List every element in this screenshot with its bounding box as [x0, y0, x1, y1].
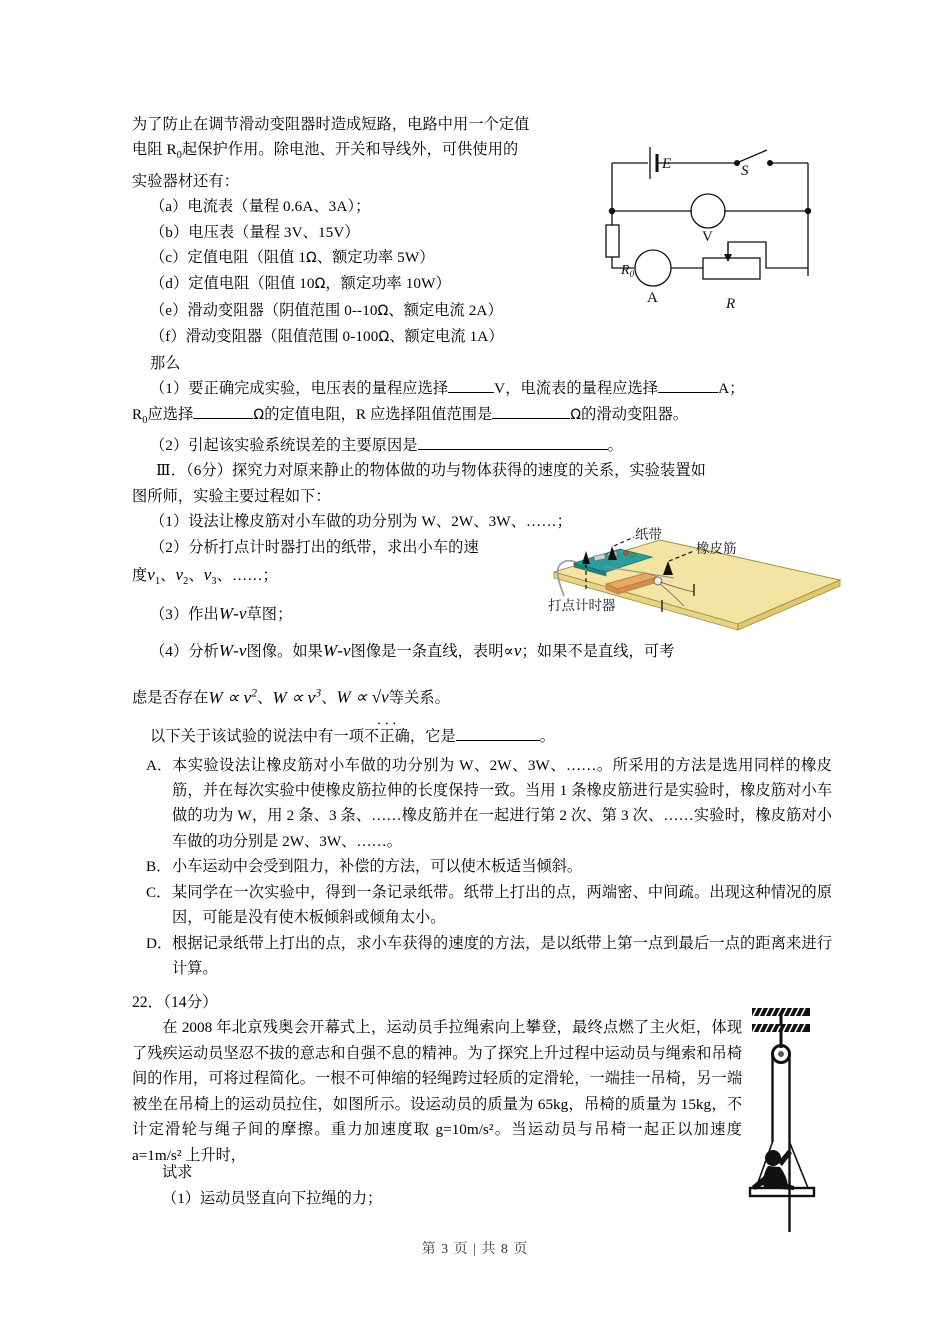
q1-unit-a: A； [718, 380, 745, 398]
option-a-text: 本实验设法让橡皮筋对小车做的功分别为 W、2W、3W、……。所采用的方法是选用同样的橡皮筋，并在每次实验中使橡皮筋拉伸的长度保持一致。当用 1 条橡皮筋进行是实验时，橡皮筋对小车做的功为 W，用 2 条、3 条、……橡皮筋并在一起进行第 2 次、第 3 次、……实验时，橡皮筋对小车做的功分别是 2W、3W、……。 [172, 756, 832, 850]
equipment-text-d-pre: 定值电阻（阻值 10 [188, 275, 315, 293]
voltmeter-label: V [702, 229, 713, 245]
ohm-symbol: Ω [314, 276, 326, 293]
equipment-key-a: （a） [150, 198, 188, 216]
option-b-key: B． [146, 858, 172, 876]
velocity-v2-sub: 2 [183, 576, 189, 587]
option-c-key: C． [146, 883, 172, 901]
step-4-c: 图像是一条直线，表明∝ [350, 643, 514, 660]
athlete-figure [752, 1150, 794, 1190]
relations-prefix: 虑是否存在 [132, 689, 209, 707]
wv-graph-label: W‑v [218, 604, 247, 623]
timer-label: 打点计时器 [548, 598, 616, 613]
statement-suffix: ，它是 [409, 727, 456, 745]
velocity-v3-sub: 3 [211, 576, 217, 587]
equipment-text-c-pre: 定值电阻（阻值 1 [187, 249, 307, 267]
question-2-line [132, 433, 832, 458]
option-b-text: 小车运动中会受到阻力，补偿的方法，可以使木板适当倾斜。 [172, 858, 583, 876]
rheostat-label: R [726, 296, 736, 312]
ceiling-support [752, 1008, 810, 1048]
step-4-a: （4）分析 [150, 643, 219, 660]
section-3-head-text: Ⅲ．（6分）探究力对原来静止的物体做的功与物体获得的速度的关系，实验装置如 [156, 462, 706, 480]
answer-blank-error-reason[interactable] [418, 435, 608, 450]
answer-blank-option[interactable] [456, 726, 540, 741]
ohm-symbol: Ω [306, 250, 317, 267]
velocity-prefix: 度 [132, 566, 148, 584]
wv-graph-label: W‑v [218, 641, 247, 660]
equipment-text-f-post: 、额定电流 1A） [389, 328, 504, 346]
section-3-head-2: 图所师，实验主要过程如下： [132, 487, 331, 505]
ohm-symbol: Ω [377, 302, 389, 319]
question-1-line-2 [132, 402, 832, 433]
question-22-sub-1: （1）运动员竖直向下拉绳的力； [162, 1189, 383, 1207]
junction-dot [805, 208, 811, 214]
equipment-key-c: （c） [150, 249, 188, 267]
answer-blank-ammeter[interactable] [658, 378, 718, 393]
intro-resistor-sub: 0 [176, 150, 182, 162]
swing-seat [750, 1188, 814, 1196]
step-3-suffix: 草图； [246, 606, 293, 623]
question-22-ask: 试求 [162, 1164, 193, 1181]
velocity-v1-sub: 1 [154, 576, 161, 587]
wv-graph-label: W‑v [322, 641, 351, 660]
section-3-relations: 虑是否存在$W \propto v^2$、$W \propto v^3$、W ∝ √v等关系。 [132, 686, 450, 707]
equipment-key-b: （b） [150, 223, 189, 241]
rubber-band-label: 橡皮筋 [696, 541, 737, 556]
timer-red-terminal [624, 551, 629, 556]
section-3-head [132, 458, 832, 483]
question-1-line-1 [132, 376, 832, 401]
ohm-symbol: Ω [378, 329, 390, 346]
equipment-text-f-pre: 滑动变阻器（阻值范围 0-100 [185, 328, 379, 346]
question-22-tail [132, 1160, 742, 1211]
pointer-timer [582, 551, 590, 564]
velocity-suffix: 、……； [216, 566, 278, 584]
ohm-symbol: Ω [570, 406, 582, 423]
q2-text: （2）引起该实验系统误差的主要原因是 [150, 436, 418, 454]
q1-text-c: 的定值电阻，R 应选择阻值范围是 [264, 405, 493, 423]
cart-wheel [654, 577, 662, 585]
equipment-text-d-post: ，额定功率 10W） [325, 275, 451, 293]
option-a [132, 753, 832, 855]
answer-blank-r0[interactable] [193, 404, 253, 419]
ammeter-label: A [647, 290, 658, 306]
statement-emphasis: • • • 不正确 [364, 721, 410, 753]
velocity-v2: v [175, 564, 184, 584]
section-3-step-2-text: （2）分析打点计时器打出的纸带，求出小车的速 [150, 538, 479, 556]
option-a-key: A． [146, 756, 173, 774]
section-3-step-1-text: （1）设法让橡皮筋对小车做的功分别为 W、2W、3W、……； [150, 513, 572, 531]
option-d [132, 931, 832, 982]
switch-label: S [741, 163, 749, 179]
question-22-number: 22．（14分） [132, 994, 218, 1011]
intro-resistor-label: 电阻 R [132, 141, 177, 159]
relations-suffix: 等关系。 [388, 689, 450, 707]
ohm-symbol: Ω [253, 406, 265, 423]
intro-line-2-rest: 起保护作用。除电池、开关和导线外，可供使用的 [181, 141, 519, 159]
equipment-text-c-post: 、额定功率 5W） [316, 249, 435, 267]
switch-contact-dot [767, 160, 773, 166]
circuit-diagram [600, 122, 852, 318]
intro-line-3: 实验器材还有： [132, 172, 240, 190]
statement-tail: 。 [539, 727, 556, 745]
velocity-v3: v [203, 564, 212, 584]
option-c-text: 某同学在一次实验中，得到一条记录纸带。纸带上打出的点，两端密、中间疏。出现这种情况的原因，可能是没有使木板倾斜或倾角太小。 [172, 883, 832, 927]
option-d-text: 根据记录纸带上打出的点，求小车获得的速度的方法，是以纸带上第一点到最后一点的距离来进行计算。 [172, 934, 832, 977]
page-footer: 第 3 页 | 共 8 页 [421, 1242, 529, 1257]
paper-tape-label: 纸带 [635, 527, 662, 542]
section-3-velocities: 度$v_1$、$v_2$、$v_3$、……； [132, 564, 278, 587]
q1-text-a: （1）要正确完成实验，电压表的量程应选择 [150, 380, 449, 398]
velocity-v1: v [147, 564, 155, 584]
timer-green-terminal [631, 553, 635, 557]
step-4-b: 图像。如果 [246, 643, 323, 660]
apparatus-illustration [542, 520, 842, 648]
leader-tape [614, 537, 634, 546]
equipment-key-f: （f） [150, 328, 186, 346]
relation-w-sqrtv: W ∝ √v [336, 687, 389, 707]
relation-w-v2: $W \propto v^2$ [208, 686, 258, 707]
step-3-prefix: （3）作出 [150, 606, 219, 623]
equipment-text-a: 电流表（量程 0.6A、3A）； [187, 198, 371, 216]
equipment-key-d: （d） [150, 275, 189, 293]
equipment-text-b: 电压表（量程 3V、15V） [188, 223, 360, 241]
option-c [132, 880, 832, 931]
relation-w-v3: $W \propto v^3$ [272, 686, 322, 707]
q1-unit-v: V，电流表的量程应选择 [494, 380, 659, 398]
equipment-text-e-post: 、额定电流 2A） [388, 301, 503, 319]
equipment-text-e-pre: 滑动变阻器（阴值范围 0--10 [187, 301, 378, 319]
pulley-axle [778, 1051, 784, 1057]
intro-line-1: 为了防止在调节滑动变阻器时造成短路，电路中用一个定值 [132, 116, 530, 133]
incorrect-statement-prompt [132, 721, 832, 753]
option-b [132, 854, 832, 879]
battery-label: E [662, 156, 672, 172]
statement-prefix: 以下关于该试验的说法中有一项 [150, 727, 365, 745]
fixed-resistor-label: $R_0$ [621, 263, 635, 279]
equipment-key-e: （e） [150, 301, 188, 319]
velocity-symbol: v [513, 641, 522, 660]
question-22-body [132, 1015, 742, 1169]
junction-dot [609, 208, 615, 214]
q1-r0-label: R [132, 405, 143, 423]
option-d-key: D． [146, 934, 173, 952]
q1-text-d: 的滑动变阻器。 [581, 405, 689, 423]
question-22-body-text: 在 2008 年北京残奥会开幕式上，运动员手拉绳索向上攀登，最终点燃了主火炬，体现了残疾运动员坚忍不拔的意志和自强不息的精神。为了探究上升过程中运动员与绳索和吊椅间的作用，可将过程简化。一根不可伸缩的轻绳跨过轻质的定滑轮，一端挂一吊椅，另一端被坐在吊椅上的运动员拉住，如图所示。设运动员的质量为 65kg，吊椅的质量为 15kg，不计定滑轮与绳子间的摩擦。重力加速度取 g=10m/s²。当运动员与吊椅一起正以加速度 a=1m/s² 上升时， [132, 1019, 742, 1164]
then-label-text: 那么 [150, 354, 181, 372]
q1-r0-sub: 0 [142, 414, 148, 426]
answer-blank-rheostat[interactable] [492, 404, 570, 419]
q1-text-b: 应选择 [147, 405, 194, 423]
switch-contact-dot [734, 160, 740, 166]
q2-tail: 。 [607, 436, 623, 454]
answer-blank-voltmeter[interactable] [448, 378, 494, 393]
then-label [132, 351, 832, 376]
equipment-item-f [132, 324, 832, 350]
pulley-diagram [738, 1000, 850, 1232]
step-4-d: ；如果不是直线，可考 [521, 643, 675, 660]
